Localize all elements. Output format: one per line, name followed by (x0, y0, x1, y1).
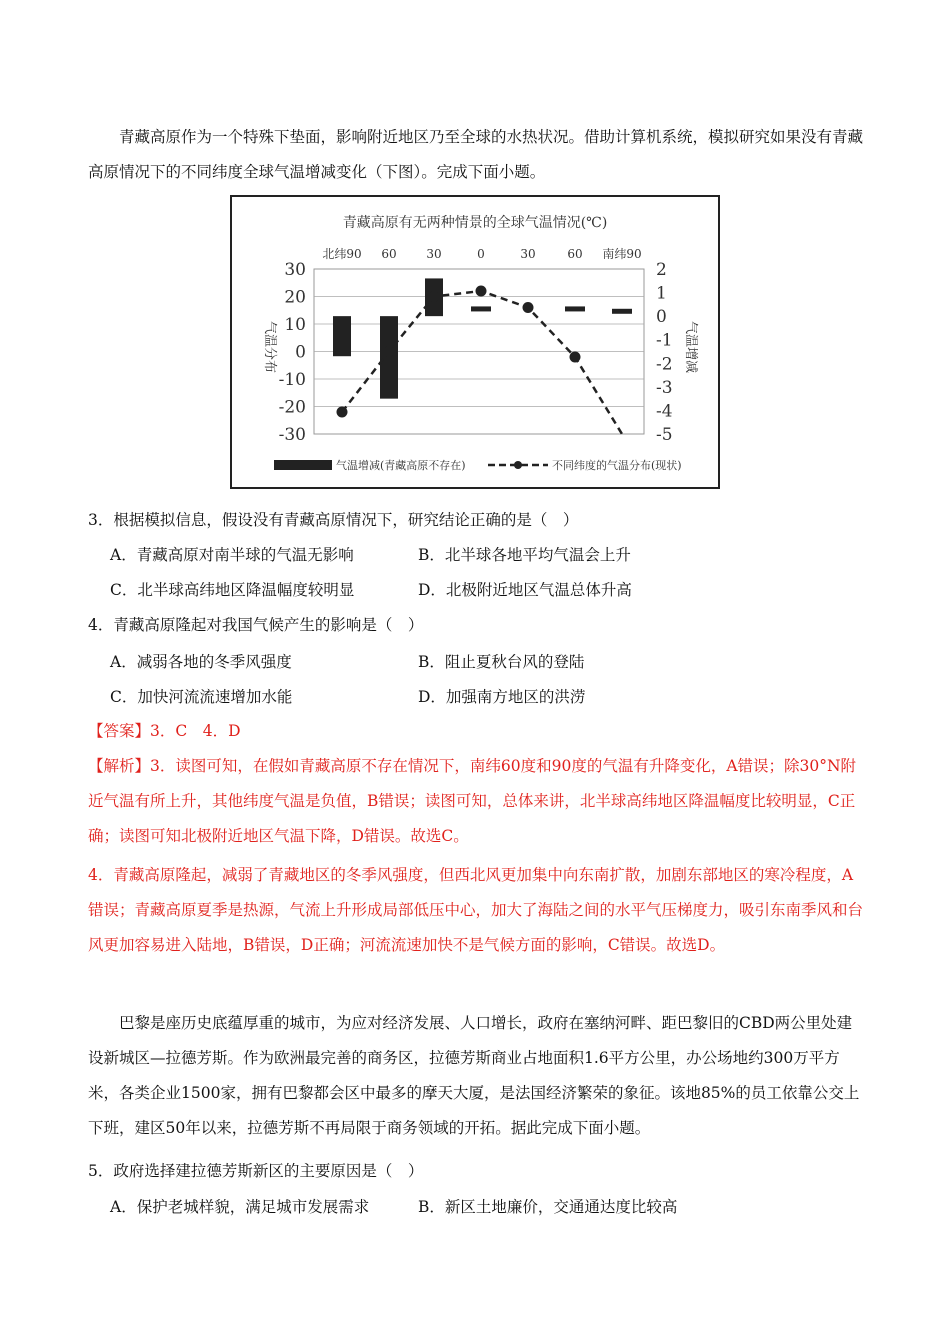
analysis-tag: 【解析】 (88, 757, 151, 775)
bar-S90 (612, 309, 632, 314)
y-left-tick-label: 0 (295, 342, 306, 363)
x-tick-label: 北纬90 (322, 247, 362, 261)
legend-line-marker (514, 461, 522, 469)
chart-svg (232, 197, 718, 487)
line-point-S60 (570, 352, 581, 363)
line-point-N60 (384, 346, 395, 357)
analysis-text-1: 3．读图可知，在假如青藏高原不存在情况下，南纬60度和90度的气温有升降变化，A错误；除30°N附近气温有所上升，其他纬度气温是负值，B错误；读图可知，总体来讲，北半球高纬地区降温幅度比较明显，C正确；读图可知北极附近地区气温下降，D错误。故选C。 (88, 757, 857, 845)
question-5-stem: 5．政府选择建拉德芳斯新区的主要原因是（ ） (88, 1162, 424, 1180)
line-point-N30 (429, 291, 440, 302)
question-5-option-b: B．新区土地廉价，交通通达度比较高 (418, 1198, 678, 1216)
question-3-option-a: A．青藏高原对南半球的气温无影响 (110, 546, 354, 564)
x-tick-label: 0 (477, 247, 485, 261)
x-tick-label: 30 (520, 247, 536, 261)
y-right-tick-label: -5 (656, 425, 673, 445)
bar-N60 (380, 316, 398, 399)
y-right-tick-label: -2 (656, 354, 673, 375)
y-left-tick-label: -30 (278, 425, 306, 445)
answer-tag: 【答案】 (88, 722, 151, 740)
y-right-tick-label: -1 (656, 330, 673, 351)
legend-bar-swatch (274, 460, 332, 470)
y-left-tick-label: 10 (284, 315, 306, 335)
y-left-tick-label: 30 (284, 260, 306, 280)
temperature-chart (230, 195, 720, 489)
intro-paragraph-2: 巴黎是座历史底蕴厚重的城市，为应对经济发展、人口增长，政府在塞纳河畔、距巴黎旧的CBD两公里处建设新城区—拉德芳斯。作为欧洲最完善的商务区，拉德芳斯商业占地面积1.6平方公里，办公场地约300万平方米，各类企业1500家，拥有巴黎都会区中最多的摩天大厦，是法国经济繁荣的象征。该地85%的员工依靠公交上下班，建区50年以来，拉德芳斯不再局限于商务领域的开拓。据此完成下面小题。 (88, 1014, 860, 1137)
analysis-paragraph-2: 4．青藏高原隆起，减弱了青藏地区的冬季风强度，但西北风更加集中向东南扩散，加剧东部地区的寒冷程度，A错误；青藏高原夏季是热源，气流上升形成局部低压中心，加大了海陆之间的水平气压梯度力，吸引东南季风和台风更加容易进入陆地，B错误，D正确；河流流速加快不是气候方面的影响，C错误。故选D。 (88, 866, 864, 954)
question-3-option-d: D．北极附近地区气温总体升高 (418, 581, 632, 599)
y-left-label: 气温分布 (262, 320, 277, 374)
y-right-tick-label: 1 (656, 283, 667, 304)
legend-bar-label: 气温增减(青藏高原不存在) (336, 459, 466, 472)
line-point-0 (476, 286, 487, 297)
question-3-option-c: C．北半球高纬地区降温幅度较明显 (110, 581, 355, 599)
y-right-tick-label: -4 (656, 401, 673, 422)
question-5-option-a: A．保护老城样貌，满足城市发展需求 (110, 1198, 370, 1216)
question-4-option-d: D．加强南方地区的洪涝 (418, 688, 586, 706)
x-tick-label: 30 (426, 247, 442, 261)
y-left-tick-label: -10 (278, 370, 306, 390)
answer-line (88, 720, 241, 742)
x-tick-label: 60 (567, 247, 583, 261)
x-tick-label: 南纬90 (602, 247, 642, 261)
line-point-S30 (523, 302, 534, 313)
y-right-tick-label: 2 (656, 260, 667, 280)
question-4-option-a: A．减弱各地的冬季风强度 (110, 653, 292, 671)
bar-S60 (565, 306, 585, 311)
chart-title: 青藏高原有无两种情景的全球气温情况(℃) (342, 215, 608, 231)
line-point-N90 (337, 407, 348, 418)
question-3-stem: 3．根据模拟信息，假设没有青藏高原情况下，研究结论正确的是（ ） (88, 511, 579, 529)
question-4-option-b: B．阻止夏秋台风的登陆 (418, 653, 585, 671)
legend-line-label: 不同纬度的气温分布(现状) (552, 459, 682, 472)
y-right-tick-label: 0 (656, 307, 667, 328)
question-4-stem: 4．青藏高原隆起对我国气候产生的影响是（ ） (88, 616, 424, 634)
y-right-tick-label: -3 (656, 377, 673, 398)
y-left-tick-label: 20 (284, 287, 306, 308)
analysis-paragraph-1 (88, 749, 863, 854)
intro-paragraph-1: 青藏高原作为一个特殊下垫面，影响附近地区乃至全球的水热状况。借助计算机系统，模拟研究如果没有青藏高原情况下的不同纬度全球气温增减变化（下图）。完成下面小题。 (88, 128, 864, 181)
question-4-option-c: C．加快河流流速增加水能 (110, 688, 293, 706)
bar-N90 (333, 316, 351, 356)
bar-0 (471, 306, 491, 311)
question-3-option-b: B．北半球各地平均气温会上升 (418, 546, 631, 564)
y-left-tick-label: -20 (278, 397, 306, 418)
y-right-label: 气温增减 (683, 320, 698, 374)
answer-text: 3．C 4．D (150, 722, 241, 740)
x-tick-label: 60 (381, 247, 397, 261)
